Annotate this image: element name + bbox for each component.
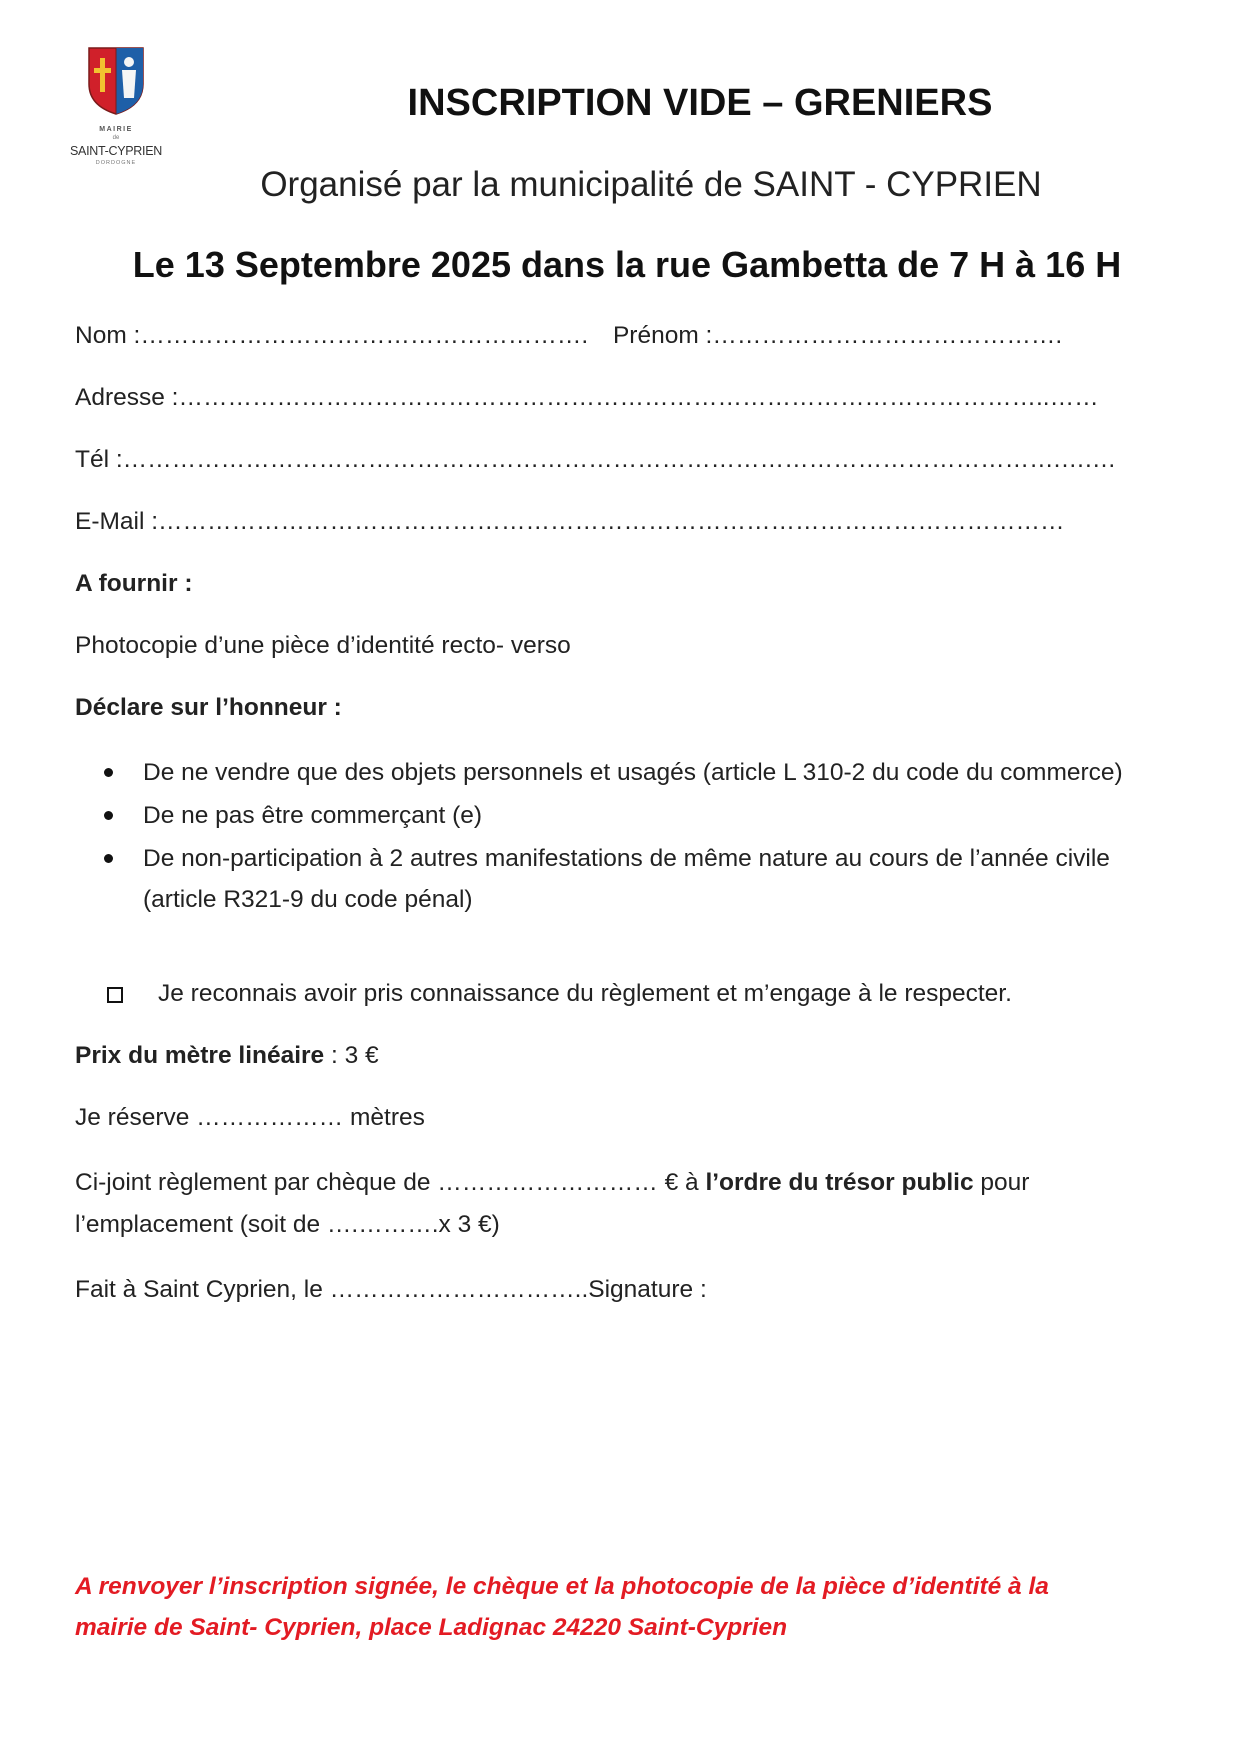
declaration-item: De ne pas être commerçant (e) (100, 795, 1160, 836)
payment-payee: l’ordre du trésor public (705, 1169, 974, 1196)
acknowledge-text: Je reconnais avoir pris connaissance du règlement et m’engage à le respecter. (158, 980, 1012, 1007)
price-row (75, 1042, 379, 1070)
declaration-list (100, 752, 1160, 922)
logo-text-mairie: MAIRIE (99, 126, 133, 133)
return-instructions: A renvoyer l’inscription signée, le chèque et la photocopie de la pièce d’identité à la mairie de Saint- Cyprien, place Ladignac 24220 Saint-Cyprien (75, 1573, 1049, 1641)
event-date-line: Le 13 Septembre 2025 dans la rue Gambetta de 7 H à 16 H (132, 244, 1122, 285)
page-title: INSCRIPTION VIDE – GRENIERS (407, 82, 993, 124)
declaration-item: De non-participation à 2 autres manifestations de même nature au cours de l’année civile (article R321-9 du code pénal) (100, 838, 1160, 920)
page-subtitle: Organisé par la municipalité de SAINT - CYPRIEN (260, 165, 1042, 204)
price-value: : 3 € (324, 1042, 379, 1069)
provide-item: Photocopie d’une pièce d’identité recto- verso (75, 632, 571, 659)
signature-line[interactable]: Fait à Saint Cyprien, le …………………………..Signature : (75, 1276, 707, 1303)
adresse-field[interactable]: Adresse :……………………………………………………………………………………………..…… (75, 384, 1099, 411)
payment-text-2: pour l’emplacement (soit de ….……….x 3 €) (75, 1169, 1030, 1238)
payment-text: Ci-joint règlement par chèque de ……………………… € à (75, 1169, 706, 1196)
email-field[interactable]: E-Mail :………………………………………………………………………………………………… (75, 508, 1065, 535)
name-row (75, 322, 1062, 350)
nom-field[interactable]: Nom :………………………………………………. (75, 322, 595, 349)
declaration-heading: Déclare sur l’honneur : (75, 694, 342, 721)
municipality-logo (56, 44, 176, 166)
reserve-field[interactable]: Je réserve ……………… mètres (75, 1104, 425, 1131)
logo-text-town: SAINT-CYPRIEN (70, 144, 162, 158)
declaration-item: De ne vendre que des objets personnels et usagés (article L 310-2 du code du commerce) (100, 752, 1160, 793)
coat-of-arms-icon (85, 44, 147, 116)
price-label: Prix du mètre linéaire (75, 1042, 325, 1069)
provide-heading: A fournir : (75, 570, 193, 597)
logo-text-department: DORDOGNE (95, 160, 137, 166)
tel-field[interactable]: Tél :…………………………………………………………………………………………………….….… (75, 446, 1117, 473)
prenom-field[interactable]: Prénom :……………………………………. (612, 322, 1063, 349)
payment-paragraph (75, 1162, 1085, 1246)
acknowledge-checkbox[interactable] (107, 987, 123, 1003)
logo-text-de: de (112, 135, 120, 141)
